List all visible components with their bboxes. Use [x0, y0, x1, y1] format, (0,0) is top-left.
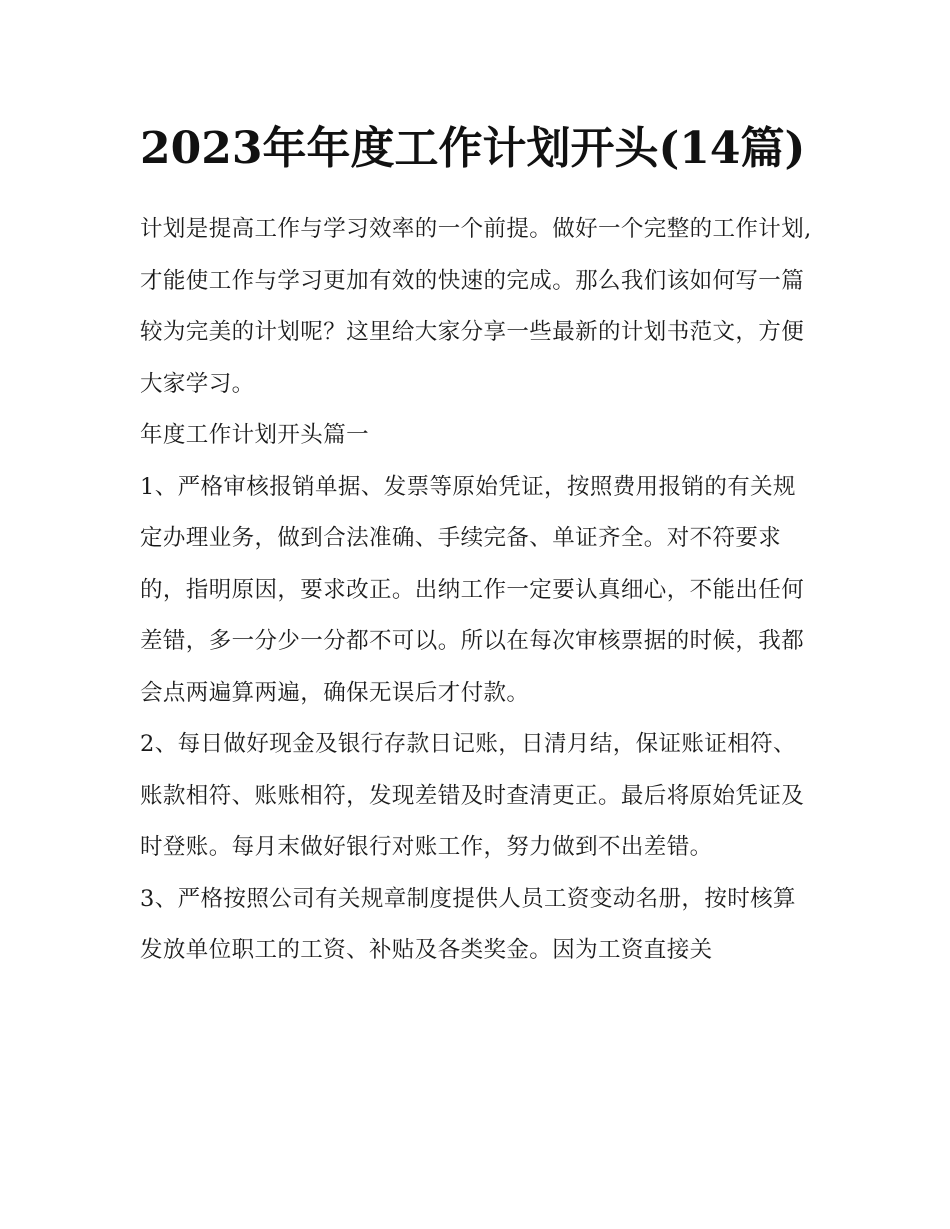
- intro-paragraph: 计划是提高工作与学习效率的一个前提。做好一个完整的工作计划,才能使工作与学习更加有效的快速的完成。那么我们该如何写一篇较为完美的计划呢？这里给大家分享一些最新的计划书范文，方便大家学习。: [140, 216, 812, 397]
- list-item-3: 3、严格按照公司有关规章制度提供人员工资变动名册，按时核算发放单位职工的工资、补贴及各类奖金。因为工资直接关: [140, 885, 796, 963]
- document-title: 2023年年度工作计划开头(14篇): [140, 123, 806, 174]
- list-item-1: 1、严格审核报销单据、发票等原始凭证，按照费用报销的有关规定办理业务，做到合法准确、手续完备、单证齐全。对不符要求的，指明原因，要求改正。出纳工作一定要认真细心，不能出任何差错，多一分少一分都不可以。所以在每次审核票据的时候，我都会点两遍算两遍，确保无误后才付款。: [140, 473, 805, 706]
- document-body: [140, 204, 812, 977]
- list-item-2: 2、每日做好现金及银行存款日记账，日清月结，保证账证相符、账款相符、账账相符，发现差错及时查清更正。最后将原始凭证及时登账。每月末做好银行对账工作，努力做到不出差错。: [140, 731, 805, 860]
- document-content: [140, 118, 812, 977]
- section-heading: 年度工作计划开头篇一: [140, 422, 370, 448]
